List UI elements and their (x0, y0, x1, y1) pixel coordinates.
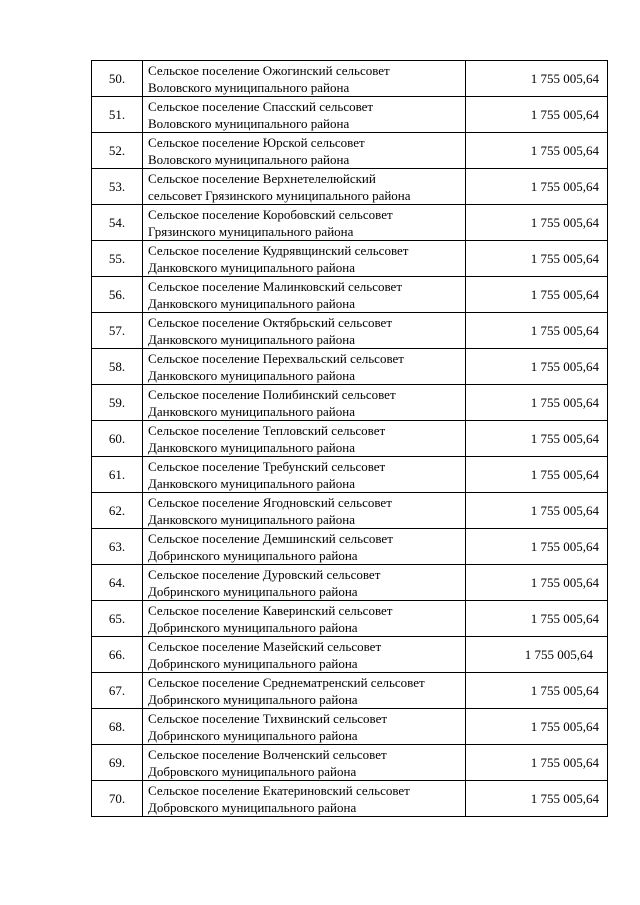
settlement-name (143, 313, 466, 349)
row-number: 64. (92, 565, 143, 601)
amount-cell: 1 755 005,64 (466, 61, 608, 97)
settlement-name-line-1: Сельское поселение Перехвальский сельсовет (148, 350, 404, 366)
settlement-name-line-2: Добровского муниципального района (148, 763, 357, 779)
table-row (92, 61, 608, 97)
settlement-name-line-2: Воловского муниципального района (148, 151, 350, 167)
settlement-name-line-2: Данковского муниципального района (148, 367, 355, 383)
amount-cell: 1 755 005,64 (466, 673, 608, 709)
amount-cell: 1 755 005,64 (466, 457, 608, 493)
settlement-name-line-1: Сельское поселение Волченский сельсовет (148, 746, 387, 762)
table-row (92, 709, 608, 745)
amount-cell: 1 755 005,64 (466, 637, 608, 673)
settlement-name (143, 97, 466, 133)
settlement-name (143, 637, 466, 673)
table-row (92, 241, 608, 277)
allocation-table (91, 60, 608, 817)
settlement-name-line-1: Сельское поселение Тепловский сельсовет (148, 422, 386, 438)
settlement-name-line-1: Сельское поселение Малинковский сельсовет (148, 278, 403, 294)
settlement-name-line-1: Сельское поселение Тихвинский сельсовет (148, 710, 388, 726)
settlement-name (143, 601, 466, 637)
table-row (92, 169, 608, 205)
settlement-name (143, 133, 466, 169)
settlement-name-line-1: Сельское поселение Ягодновский сельсовет (148, 494, 392, 510)
settlement-name (143, 277, 466, 313)
settlement-name-line-1: Сельское поселение Октябрьский сельсовет (148, 314, 393, 330)
amount-cell: 1 755 005,64 (466, 601, 608, 637)
settlement-name (143, 529, 466, 565)
settlement-name-line-2: Добровского муниципального района (148, 799, 357, 815)
settlement-name (143, 61, 466, 97)
amount-cell: 1 755 005,64 (466, 349, 608, 385)
table-row (92, 565, 608, 601)
settlement-name (143, 673, 466, 709)
settlement-name-line-2: Воловского муниципального района (148, 79, 350, 95)
settlement-name-line-1: Сельское поселение Екатериновский сельсовет (148, 782, 410, 798)
settlement-name-line-1: Сельское поселение Среднематренский сельсовет (148, 674, 425, 690)
settlement-name-line-2: Грязинского муниципального района (148, 223, 354, 239)
row-number: 68. (92, 709, 143, 745)
settlement-name-line-1: Сельское поселение Ожогинский сельсовет (148, 62, 390, 78)
settlement-name (143, 493, 466, 529)
settlement-name-line-1: Сельское поселение Кудрявщинский сельсовет (148, 242, 409, 258)
row-number: 54. (92, 205, 143, 241)
amount-cell: 1 755 005,64 (466, 97, 608, 133)
settlement-name-line-2: Добринского муниципального района (148, 619, 358, 635)
settlement-name-line-1: Сельское поселение Верхнетелелюйский (148, 170, 376, 186)
settlement-name-line-2: Данковского муниципального района (148, 475, 355, 491)
settlement-name-line-2: Добринского муниципального района (148, 655, 358, 671)
amount-cell: 1 755 005,64 (466, 313, 608, 349)
row-number: 56. (92, 277, 143, 313)
table-body (92, 61, 608, 817)
row-number: 62. (92, 493, 143, 529)
settlement-name (143, 781, 466, 817)
amount-cell: 1 755 005,64 (466, 133, 608, 169)
settlement-name (143, 745, 466, 781)
settlement-name-line-2: Воловского муниципального района (148, 115, 350, 131)
amount-cell: 1 755 005,64 (466, 493, 608, 529)
amount-cell: 1 755 005,64 (466, 205, 608, 241)
table-row (92, 421, 608, 457)
table-row (92, 781, 608, 817)
row-number: 66. (92, 637, 143, 673)
table-row (92, 745, 608, 781)
row-number: 53. (92, 169, 143, 205)
table-row (92, 277, 608, 313)
amount-cell: 1 755 005,64 (466, 421, 608, 457)
row-number: 70. (92, 781, 143, 817)
settlement-name-line-1: Сельское поселение Демшинский сельсовет (148, 530, 393, 546)
settlement-name-line-2: Добринского муниципального района (148, 727, 358, 743)
settlement-name-line-1: Сельское поселение Коробовский сельсовет (148, 206, 393, 222)
table-row (92, 133, 608, 169)
table-row (92, 97, 608, 133)
row-number: 52. (92, 133, 143, 169)
table-row (92, 349, 608, 385)
table-row (92, 457, 608, 493)
amount-cell: 1 755 005,64 (466, 709, 608, 745)
settlement-name-line-2: Данковского муниципального района (148, 259, 355, 275)
settlement-name-line-1: Сельское поселение Дуровский сельсовет (148, 566, 381, 582)
settlement-name-line-2: Добринского муниципального района (148, 691, 358, 707)
settlement-name-line-2: Добринского муниципального района (148, 547, 358, 563)
settlement-name (143, 709, 466, 745)
settlement-name-line-2: Данковского муниципального района (148, 439, 355, 455)
settlement-name-line-2: сельсовет Грязинского муниципального района (148, 187, 411, 203)
row-number: 61. (92, 457, 143, 493)
settlement-name-line-2: Данковского муниципального района (148, 403, 355, 419)
settlement-name (143, 241, 466, 277)
row-number: 69. (92, 745, 143, 781)
amount-cell: 1 755 005,64 (466, 745, 608, 781)
row-number: 67. (92, 673, 143, 709)
table-row (92, 637, 608, 673)
table-row (92, 313, 608, 349)
table-row (92, 529, 608, 565)
amount-cell: 1 755 005,64 (466, 169, 608, 205)
row-number: 51. (92, 97, 143, 133)
row-number: 60. (92, 421, 143, 457)
settlement-name-line-2: Данковского муниципального района (148, 331, 355, 347)
settlement-name-line-1: Сельское поселение Юрской сельсовет (148, 134, 365, 150)
amount-cell: 1 755 005,64 (466, 277, 608, 313)
settlement-name-line-1: Сельское поселение Мазейский сельсовет (148, 638, 382, 654)
settlement-name-line-2: Данковского муниципального района (148, 511, 355, 527)
row-number: 58. (92, 349, 143, 385)
row-number: 55. (92, 241, 143, 277)
settlement-name-line-1: Сельское поселение Спасский сельсовет (148, 98, 374, 114)
amount-cell: 1 755 005,64 (466, 385, 608, 421)
settlement-name (143, 421, 466, 457)
settlement-name-line-2: Добринского муниципального района (148, 583, 358, 599)
settlement-name-line-1: Сельское поселение Полибинский сельсовет (148, 386, 396, 402)
table-row (92, 385, 608, 421)
table-row (92, 493, 608, 529)
amount-cell: 1 755 005,64 (466, 529, 608, 565)
settlement-name (143, 457, 466, 493)
row-number: 50. (92, 61, 143, 97)
settlement-name-line-1: Сельское поселение Требунский сельсовет (148, 458, 386, 474)
table-row (92, 673, 608, 709)
row-number: 65. (92, 601, 143, 637)
settlement-name (143, 169, 466, 205)
amount-cell: 1 755 005,64 (466, 565, 608, 601)
amount-cell: 1 755 005,64 (466, 241, 608, 277)
settlement-name-line-2: Данковского муниципального района (148, 295, 355, 311)
settlement-name (143, 385, 466, 421)
settlement-name (143, 349, 466, 385)
row-number: 63. (92, 529, 143, 565)
settlement-name (143, 205, 466, 241)
settlement-name-line-1: Сельское поселение Каверинский сельсовет (148, 602, 393, 618)
settlement-name (143, 565, 466, 601)
row-number: 57. (92, 313, 143, 349)
row-number: 59. (92, 385, 143, 421)
amount-cell: 1 755 005,64 (466, 781, 608, 817)
table-row (92, 205, 608, 241)
table-row (92, 601, 608, 637)
